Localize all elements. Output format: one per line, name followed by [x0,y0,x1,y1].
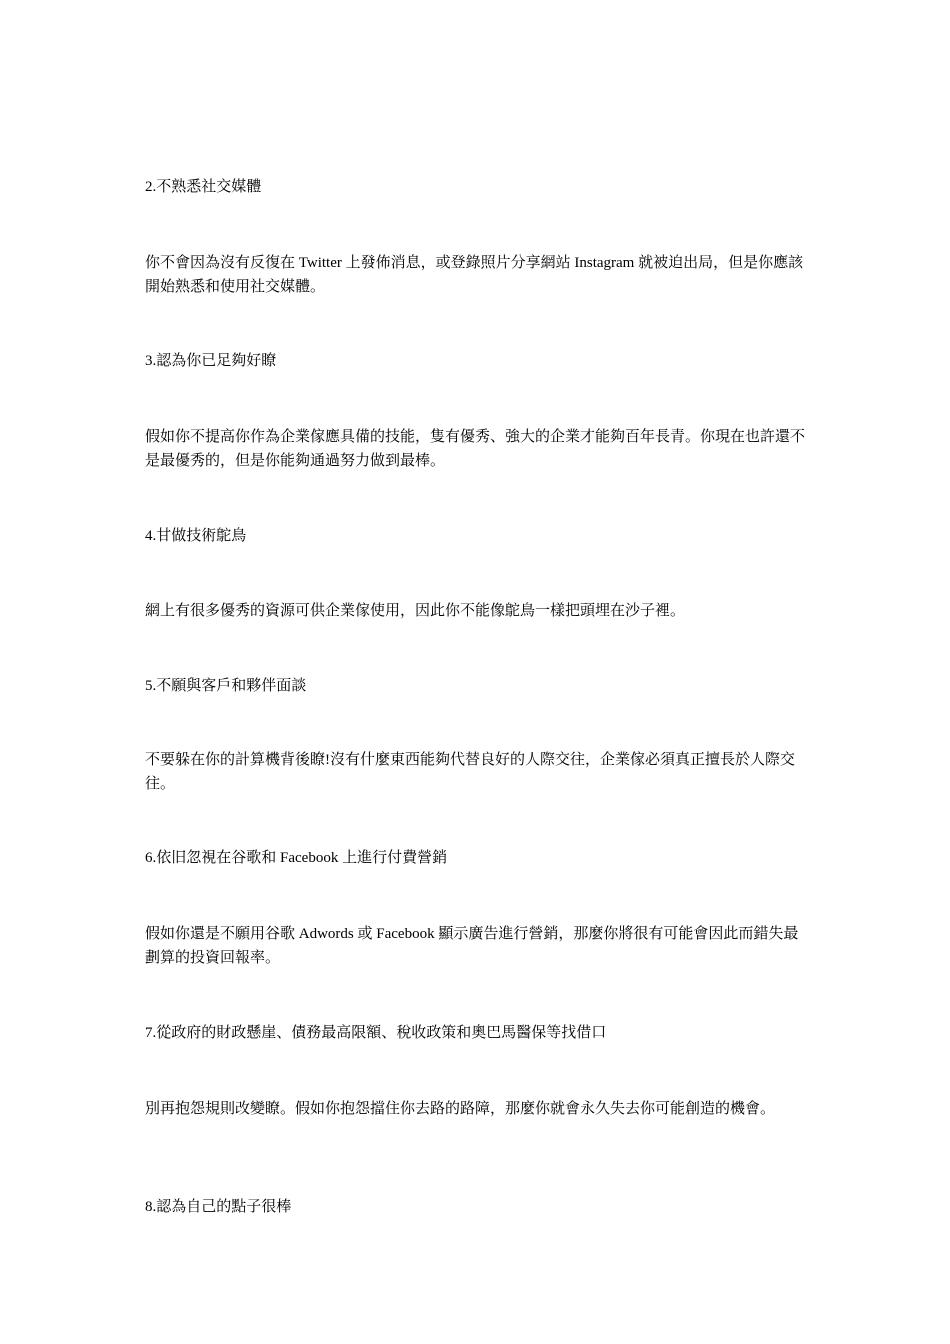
section-paragraph-4: 網上有很多優秀的資源可供企業傢使用，因此你不能像鴕鳥一樣把頭埋在沙子裡。 [145,603,686,619]
section-heading-6: 6.依旧忽視在谷歌和 Facebook 上進行付費營銷 [145,850,448,866]
section-paragraph-3: 假如你不提高你作為企業傢應具備的技能，隻有優秀、強大的企業才能夠百年長青。你現在也許還不是最優秀的，但是你能夠通過努力做到最棒。 [145,429,806,469]
section-heading-7: 7.從政府的財政懸崖、債務最高限額、稅收政策和奧巴馬醫保等找借口 [145,1025,607,1041]
section-paragraph-2: 你不會因為沒有反復在 Twitter 上發佈消息，或登錄照片分享網站 Instagram 就被迫出局，但是你應該開始熟悉和使用社交媒體。 [145,255,804,295]
section-paragraph-5: 不要躲在你的計算機背後瞭!沒有什麼東西能夠代替良好的人際交往，企業傢必須真正擅長於人際交往。 [145,752,795,792]
section-paragraph-6: 假如你還是不願用谷歌 Adwords 或 Facebook 顯示廣告進行營銷，那麼你將很有可能會因此而錯失最劃算的投資回報率。 [145,926,799,966]
section-paragraph-7: 別再抱怨規則改變瞭。假如你抱怨擋住你去路的路障，那麼你就會永久失去你可能創造的機會。 [145,1101,776,1117]
section-heading-5: 5.不願與客戶和夥伴面談 [145,678,307,694]
section-heading-8: 8.認為自己的點子很棒 [145,1199,292,1215]
section-heading-3: 3.認為你已足夠好瞭 [145,353,277,369]
section-heading-4: 4.甘做技術鴕鳥 [145,528,247,544]
section-heading-2: 2.不熟悉社交媒體 [145,179,262,195]
